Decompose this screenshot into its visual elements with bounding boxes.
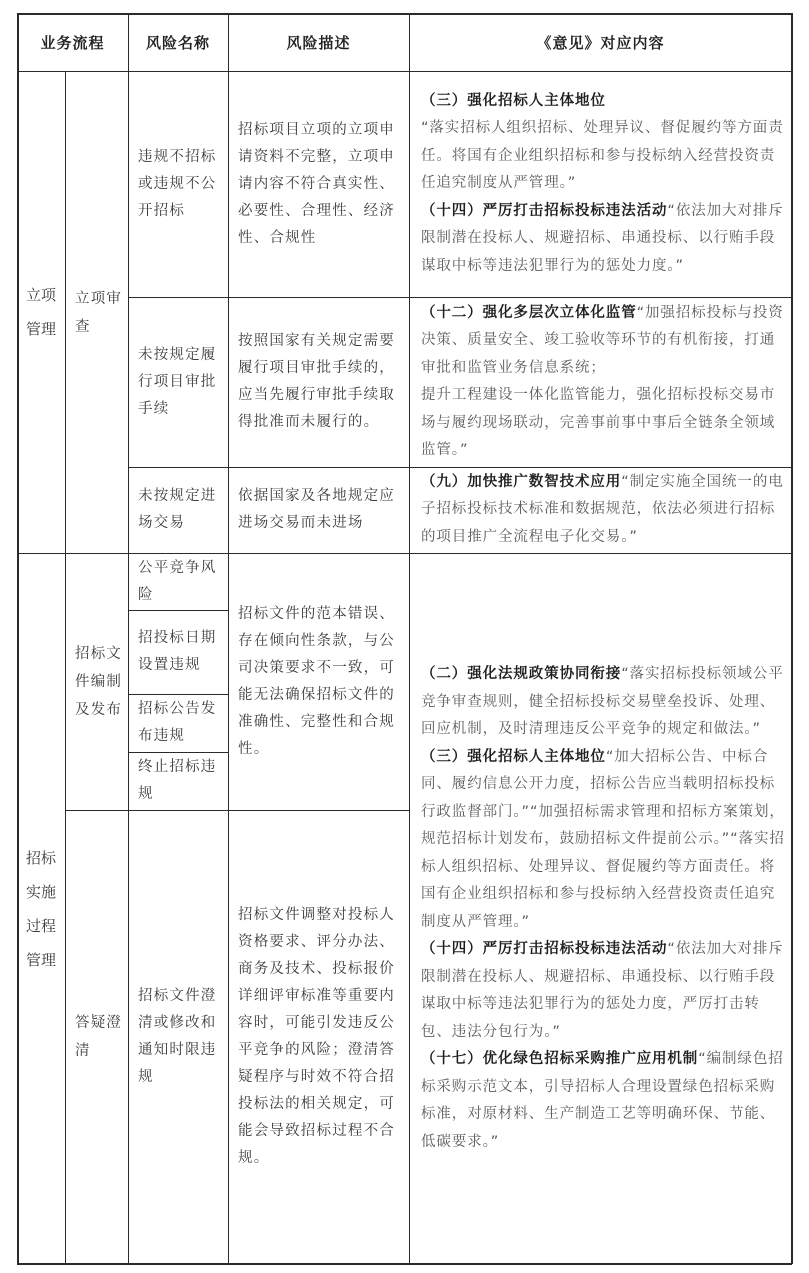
opinion-heading: （十四）严厉打击招标投标违法活动 <box>421 202 668 219</box>
opinion-text: 提升工程建设一体化监管能力，强化招标投标交易市场与履约现场联动，完善事前事中事后全链条全领域监管。” <box>421 387 776 458</box>
opinion-paragraph <box>421 115 786 198</box>
border-left <box>17 13 19 1264</box>
opinion-text: “编制绿色招标采购示范文本，引导招标人合理设置绿色招标采购标准，对原材料、生产制造工艺等明确环保、节能、低碳要求。” <box>421 1051 784 1150</box>
opinion-heading: （十七）优化绿色招标采购推广应用机制 <box>421 1051 699 1067</box>
border-bottom <box>17 1263 792 1265</box>
row-divider-6 <box>65 810 409 811</box>
risk-desc-approval: 按照国家有关规定需要履行项目审批手续的，应当先履行审批手续取得批准而未履行的。 <box>238 333 395 430</box>
opinion-cell-4 <box>409 553 792 1264</box>
header-divider <box>17 71 792 72</box>
risk-name-announcement: 招标公告发布违规 <box>138 701 217 744</box>
opinion-heading: （十二）强化多层次立体化监管 <box>421 304 637 321</box>
risk-name-termination: 终止招标违规 <box>138 759 217 802</box>
row-divider-2 <box>128 467 792 468</box>
row-divider-4 <box>128 694 228 695</box>
row-divider-3 <box>128 610 228 611</box>
border-top <box>17 13 792 15</box>
opinion-cell-1 <box>409 71 792 297</box>
process-tender-implementation: 招标实施过程管理 <box>26 848 56 969</box>
opinion-paragraph <box>421 469 786 552</box>
opinion-paragraph <box>421 936 786 1046</box>
opinion-paragraph <box>421 382 786 465</box>
risk-name-approval: 未按规定履行项目审批手续 <box>138 346 217 417</box>
subprocess-clarification: 答疑澄清 <box>75 1015 123 1059</box>
risk-name-date-setting: 招投标日期设置违规 <box>138 630 217 673</box>
vline-risk-name <box>128 13 129 1264</box>
risk-name-clarification: 招标文件澄清或修改和通知时限违规 <box>138 988 217 1085</box>
opinion-text: “依法加大对排斥限制潜在投标人、规避招标、串通投标、以行贿手段谋取中标等违法犯罪行为的惩处力度。” <box>421 202 784 274</box>
subprocess-tender-docs: 招标文件编制及发布 <box>75 645 123 718</box>
opinion-cell-3 <box>409 467 792 553</box>
opinion-text: “加强招标投标与投资决策、质量安全、竣工验收等环节的有机衔接，打通审批和监管业务信息系统； <box>421 304 784 376</box>
opinion-cell-2 <box>409 297 792 467</box>
opinion-heading: （三）强化招标人主体地位 <box>421 748 606 765</box>
opinion-paragraph <box>421 88 786 116</box>
opinion-paragraph <box>421 300 786 383</box>
header-risk-name: 风险名称 <box>145 33 210 52</box>
risk-desc-venue: 依据国家及各地规定应进场交易而未进场 <box>238 488 395 531</box>
opinion-text: “落实招标投标领域公平竞争审查规则，健全招标投标交易壁垒投诉、处理、回应机制，及时清理违反公平竞争的规定和做法。” <box>421 666 784 737</box>
header-risk-desc: 风险描述 <box>286 33 351 52</box>
opinion-paragraph <box>421 744 786 937</box>
opinion-paragraph <box>421 198 786 281</box>
risk-name-no-tender: 违规不招标或违规不公开招标 <box>138 148 217 219</box>
subprocess-project-review: 立项审查 <box>75 291 123 335</box>
row-divider-1 <box>128 297 792 298</box>
risk-name-fair-competition: 公平竞争风险 <box>138 559 217 603</box>
process-project-management: 立项管理 <box>26 286 56 338</box>
opinion-text: “落实招标人组织招标、处理异议、督促履约等方面责任。将国有企业组织招标和参与投标纳入经营投资责任追究制度从严管理。” <box>421 120 784 192</box>
header-process: 业务流程 <box>40 33 105 52</box>
opinion-heading: （九）加快推广数智技术应用 <box>421 473 622 490</box>
opinion-heading: （三）强化招标人主体地位 <box>421 92 606 109</box>
opinion-text: “制定实施全国统一的电子招标投标技术标准和数据规范，依法必须进行招标的项目推广全流程电子化交易。” <box>421 473 784 545</box>
header-opinion: 《意见》对应内容 <box>536 33 665 52</box>
risk-desc-tender-docs: 招标文件的范本错误、存在倾向性条款，与公司决策要求不一致，可能无法确保招标文件的准确性、完整性和合规性。 <box>238 605 395 757</box>
vline-process <box>65 71 66 1264</box>
opinion-text: “依法加大对排斥限制潜在投标人、规避招标、串通投标、以行贿手段谋取中标等违法犯罪行为的惩处力度，严厉打击转包、违法分包行为。” <box>421 941 784 1040</box>
risk-desc-no-tender: 招标项目立项的立项申请资料不完整，立项申请内容不符合真实性、必要性、合理性、经济性、合规性 <box>238 121 395 246</box>
vline-opinion <box>409 13 410 1264</box>
opinion-text: “加大招标公告、中标合同、履约信息公开力度，招标公告应当载明招标投标行政监督部门。”“加强招标需求管理和招标方案策划，规范招标计划发布，鼓励招标文件提前公示。”“落实招标人组织招标、处理异议、督促履约等方面责任。将国有企业组织招标和参与投标纳入经营投资责任追究制度从严管理。” <box>421 748 785 930</box>
vline-risk-desc <box>228 13 229 1264</box>
opinion-paragraph <box>421 661 786 744</box>
border-right <box>791 13 793 1264</box>
risk-desc-clarification: 招标文件调整对投标人资格要求、评分办法、商务及技术、投标报价详细评审标准等重要内容时，可能引发违反公平竞争的风险；澄清答疑程序与时效不符合招投标法的相关规定，可能会导致招标过程不合规。 <box>238 907 395 1166</box>
opinion-heading: （二）强化法规政策协同衔接 <box>421 666 622 682</box>
risk-table <box>17 13 792 1264</box>
row-divider-5 <box>128 752 228 753</box>
opinion-heading: （十四）严厉打击招标投标违法活动 <box>421 941 668 957</box>
opinion-paragraph <box>421 1046 786 1156</box>
section-divider <box>17 553 792 554</box>
risk-name-venue: 未按规定进场交易 <box>138 488 217 531</box>
